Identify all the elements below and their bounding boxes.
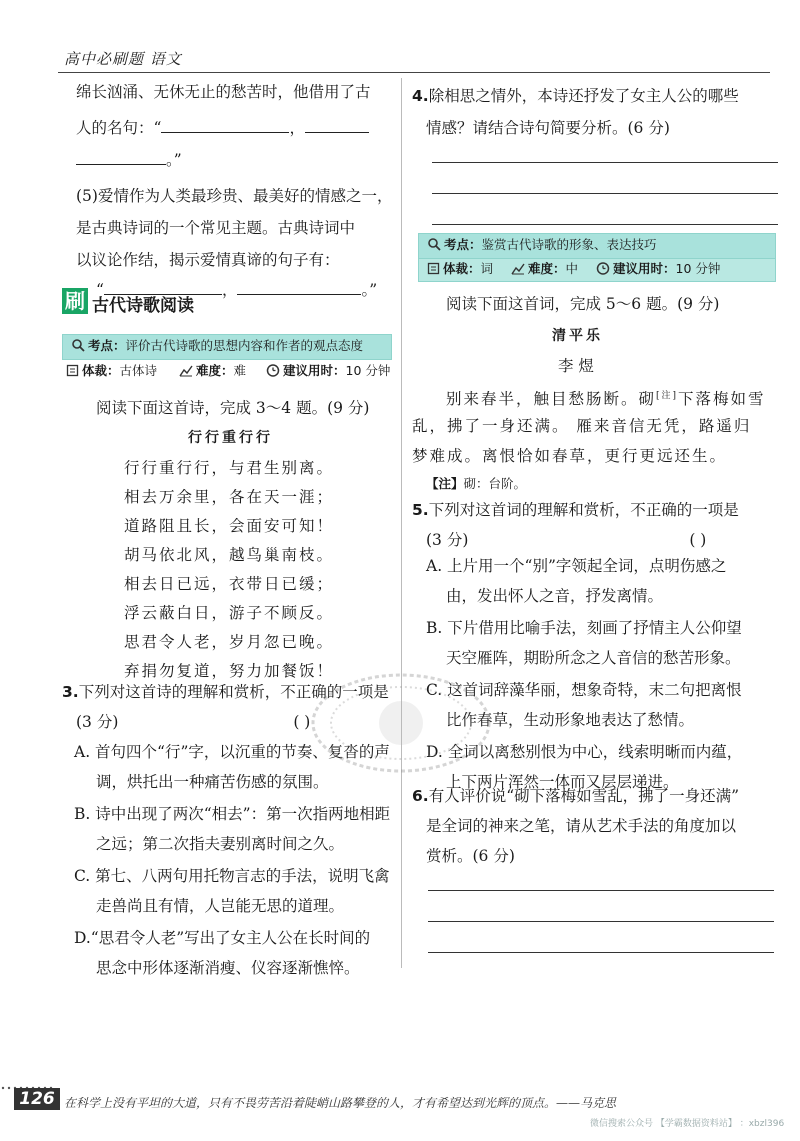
q5-stem-line1: 5.下列对这首词的理解和赏析，不正确的一项是 — [412, 501, 739, 519]
poem-title: 行行重行行 — [188, 430, 273, 446]
header-title: 高中必刷题 语文 — [64, 50, 182, 68]
chart-icon — [179, 364, 193, 377]
poem-line: 浮云蔽白日，游子不顾反。 — [124, 604, 335, 622]
magnifier-icon — [71, 338, 85, 352]
page-number: 126 — [14, 1088, 60, 1110]
column-divider — [401, 78, 402, 968]
answer-blank[interactable] — [237, 276, 361, 295]
left-column — [62, 78, 392, 978]
q4-answer-line[interactable] — [432, 193, 778, 194]
book-icon — [66, 364, 79, 377]
q2-continuation-line3: 。” — [76, 146, 392, 174]
q6-stem-line3: 赏析。(6 分) — [426, 847, 515, 865]
q5-fill-line1: (5)爱情作为人类最珍贵、最美好的情感之一， — [76, 187, 393, 205]
q5-fill-line3: 以议论作结，揭示爱情真谛的句子有： — [76, 251, 340, 269]
answer-blank[interactable] — [305, 114, 369, 133]
q5-fill-line2: 是古典诗词的一个常见主题。古典诗词中 — [76, 219, 356, 237]
q2-continuation-line2: 人的名句：“ ， — [76, 114, 392, 142]
answer-blank[interactable] — [76, 146, 166, 165]
stamp-watermark-icon — [306, 668, 496, 778]
q6-answer-line[interactable] — [428, 921, 774, 922]
footer-watermark-text: 微信搜索公众号 【学霸数据资料站】 ：xbzl396 — [590, 1119, 785, 1129]
q5-fill-line4: “ ， 。” — [96, 276, 392, 304]
meta-row: 体裁：词 难度：中 建议用时：10 分钟 — [427, 259, 720, 279]
section-badge: 刷 — [62, 288, 88, 314]
poem-note: 【注】砌：台阶。 — [426, 476, 527, 491]
header-rule — [58, 72, 770, 73]
option-line-cont: 思念中形体逐渐消瘦、仪容逐渐憔悴。 — [96, 959, 360, 977]
q6-stem-line2: 是全词的神来之笔，请从艺术手法的角度加以 — [426, 817, 737, 835]
option-line-cont: 比作春草，生动形象地表达了愁情。 — [446, 711, 695, 729]
topic-tag-row: 考点：鉴赏古代诗歌的形象、表达技巧 — [427, 235, 657, 255]
magnifier-icon — [427, 237, 441, 251]
option-line-cont: 由，发出怀人之音，抒发离情。 — [446, 587, 664, 605]
q6-answer-line[interactable] — [428, 952, 774, 953]
option-line[interactable]: A. 首句四个“行”字，以沉重的节奏、复沓的声 — [74, 743, 390, 761]
option-line-cont: 天空雁阵，期盼所念之人音信的愁苦形象。 — [446, 649, 741, 667]
q3-stem-line1: 3.下列对这首诗的理解和赏析，不正确的一项是 — [62, 683, 389, 701]
chart-icon — [511, 262, 525, 275]
option-line[interactable]: D. 全词以离愁别恨为中心，线索明晰而内蕴， — [426, 743, 743, 761]
poem-line: 行行重行行，与君生别离。 — [124, 459, 335, 477]
meta-row: 体裁：古体诗 难度：难 建议用时：10 分钟 — [66, 361, 390, 381]
poem-line: 相去万余里，各在天一涯； — [124, 488, 335, 506]
section-title: 古代诗歌阅读 — [92, 296, 194, 316]
meta-row-box — [418, 258, 776, 282]
clock-icon — [266, 363, 280, 377]
q5-stem-line2: (3 分) ( ) — [426, 526, 780, 554]
q6-answer-line[interactable] — [428, 890, 774, 891]
q4-answer-line[interactable] — [432, 162, 778, 163]
topic-tag-box — [418, 233, 776, 259]
q4-stem-line1: 4.除相思之情外，本诗还抒发了女主人公的哪些 — [412, 87, 739, 105]
footer-quote: 在科学上没有平坦的大道，只有不畏劳苦沿着陡峭山路攀登的人，才有希望达到光辉的顶点。——马克思 — [64, 1096, 617, 1110]
book-icon — [427, 262, 440, 275]
option-line[interactable]: A. 上片用一个“别”字领起全词，点明伤感之 — [426, 557, 727, 575]
option-line[interactable]: C. 这首词辞藻华丽，想象奇特，末二句把离恨 — [426, 681, 742, 699]
option-line[interactable]: C. 第七、八两句用托物言志的手法，说明飞禽 — [74, 867, 390, 885]
q4-answer-line[interactable] — [432, 224, 778, 225]
poem-line: 别来春半，触目愁肠断。砌[注]下落梅如雪 — [446, 390, 766, 409]
option-line[interactable]: D.“思君令人老”写出了女主人公在长时间的 — [74, 929, 371, 947]
reading-intro: 阅读下面这首词，完成 5～6 题。(9 分) — [446, 295, 720, 313]
answer-blank[interactable] — [161, 114, 289, 133]
topic-tag-row: 考点：评价古代诗歌的思想内容和作者的观点态度 — [71, 336, 363, 356]
reading-intro: 阅读下面这首诗，完成 3～4 题。(9 分) — [96, 399, 370, 417]
poem-line: 胡马依北风，越鸟巢南枝。 — [124, 546, 335, 564]
poem-line: 思君令人老，岁月忽已晚。 — [124, 633, 335, 651]
option-line-cont: 调，烘托出一种痛苦伤感的氛围。 — [96, 773, 329, 791]
right-column — [412, 78, 780, 978]
topic-tag-box — [62, 334, 392, 360]
option-line-cont: 上下两片浑然一体而又层层递进。 — [446, 773, 679, 791]
poem-line: 弃捐勿复道，努力加餐饭！ — [124, 662, 335, 680]
clock-icon — [596, 261, 610, 275]
poem-author: 李 煜 — [558, 357, 594, 375]
q2-continuation-line1: 绵长汹涌、无休无止的愁苦时，他借用了古 — [76, 83, 371, 101]
q5-answer-paren[interactable]: ( ) — [689, 531, 707, 549]
poem-line: 道路阻且长，会面安可知！ — [124, 517, 335, 535]
option-line-cont: 之远；第二次指夫妻别离时间之久。 — [96, 835, 345, 853]
option-line[interactable]: B. 下片借用比喻手法，刻画了抒情主人公仰望 — [426, 619, 742, 637]
q6-stem-line1: 6.有人评价说“砌下落梅如雪乱，拂了一身还满” — [412, 787, 740, 805]
option-line[interactable]: B. 诗中出现了两次“相去”：第一次指两地相距 — [74, 805, 391, 823]
q3-stem-line2: (3 分) ( ) — [76, 708, 392, 736]
poem-line: 乱，拂了一身还满。 雁来音信无凭，路遥归 — [412, 417, 752, 435]
poem-line: 梦难成。离恨恰如春草，更行更远还生。 — [412, 447, 728, 465]
q3-answer-paren[interactable]: ( ) — [293, 713, 311, 731]
option-line-cont: 走兽尚且有情，人岂能无思的道理。 — [96, 897, 345, 915]
poem-line: 相去日已远，衣带日已缓； — [124, 575, 335, 593]
q4-stem-line2: 情感？请结合诗句简要分析。(6 分) — [426, 119, 670, 137]
poem-title: 清平乐 — [552, 328, 603, 344]
